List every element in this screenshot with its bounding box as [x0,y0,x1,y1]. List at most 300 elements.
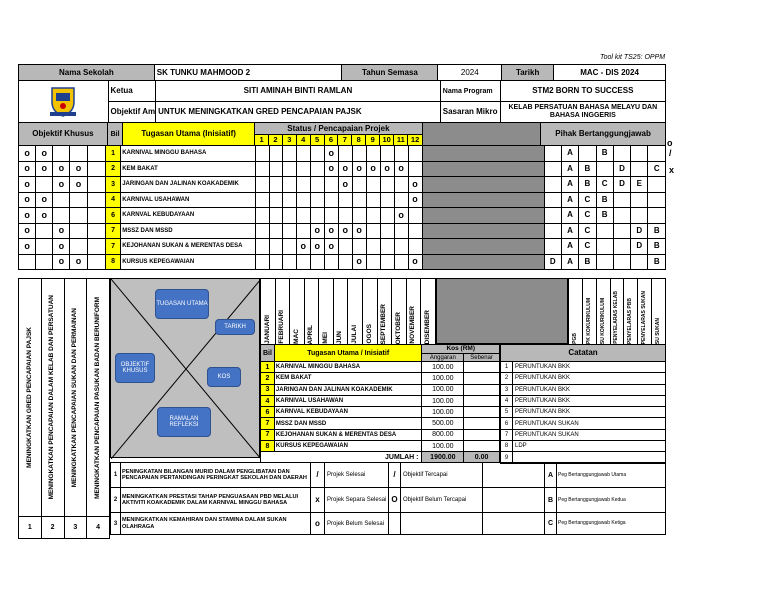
month-status [394,177,408,193]
task-name: KARNVAL KEBUDAYAAN [121,208,256,224]
task-name: KEM BAKAT [121,161,256,177]
pihak-vertical [638,279,652,345]
task-row [19,223,666,239]
bottom-objective-row [111,513,666,535]
month-status [380,192,394,208]
cost-sebenar [464,395,500,406]
cost-bil: 4 [261,395,275,406]
program-label: Nama Program [440,81,500,102]
legend-gap [483,488,545,513]
shaded-cell [422,223,544,239]
cost-name: JARINGAN DAN JALINAN KOAKADEMIK [274,384,422,395]
catatan-row [501,384,666,395]
month-status [324,254,338,270]
month-vertical [363,279,378,345]
month-status [256,239,270,255]
month-status [283,254,297,270]
legend-text: Objektif Belum Tercapai [401,488,483,513]
month-vertical [392,279,407,345]
pihak-cell [544,223,561,239]
legend-text: Projek Belum Selesai [325,513,389,535]
month-status [408,146,422,162]
legend-text: Projek Selesai [325,463,389,488]
bil-header: Bil [107,123,122,146]
objective-mark [19,254,36,270]
vertical-objective [19,279,42,517]
catatan-number: 9 [501,452,513,463]
month-status [380,208,394,224]
cost-sebenar [464,441,500,452]
cost-anggaran: 100.00 [422,373,464,384]
diagram-tarikh: TARIKH [215,319,255,335]
month-status [352,177,366,193]
month-status: o [352,254,366,270]
vertical-objective [87,279,110,517]
objective-mark [70,223,87,239]
catatan-text: LDP [513,441,666,452]
task-bil: 4 [106,192,121,208]
status-header: Status / Pencapaian Projek [255,123,423,135]
month-status [366,192,380,208]
month-status: o [394,208,408,224]
pihak-cell [596,223,613,239]
month-status [283,208,297,224]
month-status [408,239,422,255]
pihak-cell: C [648,161,666,177]
anggaran-header: Anggaran [422,354,464,362]
task-bil: 8 [106,254,121,270]
month-vertical [319,279,334,345]
bottom-objective-row [111,488,666,513]
month-vertical [304,279,319,345]
month-status [338,146,352,162]
legend-symbol: o [311,513,325,535]
pihak-cell: B [579,177,596,193]
pihak-cell [613,146,630,162]
catatan-row [501,362,666,373]
month-status [283,223,297,239]
cost-bil-header: Bil [261,345,275,362]
pihak-cell [579,146,596,162]
catatan-text: PERUNTUKAN BKK [513,395,666,406]
cost-anggaran: 100.00 [422,384,464,395]
objective-mark [36,254,53,270]
cost-sebenar [464,429,500,440]
month-status [283,177,297,193]
objective-mark: o [53,161,70,177]
month-status: o [338,161,352,177]
pihak-header: Pihak Bertanggungjawab [541,123,666,146]
month-vertical [290,279,305,345]
cost-bil: 7 [261,429,275,440]
pihak-cell: B [648,223,666,239]
month-status: o [408,177,422,193]
task-row [19,146,666,162]
objective-mark [87,146,106,162]
month-number-4: 4 [296,135,310,146]
month-status [366,239,380,255]
month-status: o [366,161,380,177]
month-status [296,161,310,177]
pihak-cell: A [561,254,578,270]
task-bil: 7 [106,239,121,255]
objective-mark [53,208,70,224]
vertical-number: 1 [19,517,42,539]
month-status [269,177,283,193]
legend-gap [483,513,545,535]
pihak-cell: A [561,146,578,162]
pihak-vertical [624,279,638,345]
month-status [256,223,270,239]
objective-mark [36,177,53,193]
month-status [366,146,380,162]
task-bil: 3 [106,177,121,193]
side-mark: x [669,164,675,175]
month-status [352,239,366,255]
month-name: FEBRUARI [278,310,286,344]
pihak-cell: A [561,223,578,239]
task-name: JARINGAN DAN JALINAN KOAKADEMIK [121,177,256,193]
catatan-row [501,429,666,440]
month-status [283,161,297,177]
catatan-text: PERUNTUKAN BKK [513,362,666,373]
task-row [19,239,666,255]
cost-name: KARNIVAL MINGGU BAHASA [274,362,422,373]
objective-mark: o [19,192,36,208]
cost-name: KARNIVAL USAHAWAN [274,395,422,406]
task-row [19,161,666,177]
objective-mark [87,177,106,193]
task-bil: 1 [106,146,121,162]
objective-mark: o [19,239,36,255]
shaded-cell [422,239,544,255]
month-status [408,223,422,239]
cost-row [261,418,500,429]
month-status [366,177,380,193]
pihak-cell: C [596,177,613,193]
legend-symbol: / [311,463,325,488]
month-status [256,208,270,224]
month-status: o [408,192,422,208]
objective-mark [70,192,87,208]
pihak-cell [631,161,648,177]
objective-mark [70,239,87,255]
cost-row [261,373,500,384]
month-status [269,254,283,270]
pihak-cell [596,161,613,177]
jumlah-label: JUMLAH : [261,452,422,463]
objective-mark: o [53,239,70,255]
month-status: o [324,161,338,177]
month-status: o [352,161,366,177]
pihak-cell: D [544,254,561,270]
month-status [310,254,324,270]
bottom-table [110,462,666,535]
legend-symbol: / [389,463,401,488]
month-number-11: 11 [394,135,408,146]
month-vertical [275,279,290,345]
month-vertical [348,279,363,345]
month-status [394,146,408,162]
month-status [366,223,380,239]
month-vertical [406,279,421,345]
pihak-cell [544,239,561,255]
month-status [380,177,394,193]
leader-label: Ketua [108,81,156,102]
catatan-text: PERUNTUKAN BKK [513,407,666,418]
cost-name: KEJOHANAN SUKAN & MERENTAS DESA [274,429,422,440]
pihak-role: SU SUKAN [655,317,662,344]
pihak-key-text: Peg Bertanggungjawab Kedua [557,488,666,513]
month-status [324,208,338,224]
pihak-cell [613,254,630,270]
month-number-8: 8 [352,135,366,146]
pihak-cell: A [561,208,578,224]
date-label: Tarikh [502,65,554,81]
pihak-cell: B [596,146,613,162]
cost-row [261,362,500,373]
pihak-vertical [610,279,624,345]
month-vertical-table [260,278,436,345]
cost-row [261,429,500,440]
cost-row [261,395,500,406]
objective-label: Objektif Am [108,102,156,123]
month-status [296,208,310,224]
pihak-cell: E [631,177,648,193]
bottom-objective-number: 2 [111,488,121,513]
pihak-role: PENYELARAS KELAB [613,291,620,344]
jumlah-sebenar: 0.00 [464,452,500,463]
year-value: 2024 [438,65,502,81]
month-status [408,161,422,177]
objective-mark: o [70,161,87,177]
task-name: KARNIVAL USAHAWAN [121,192,256,208]
month-number-9: 9 [366,135,380,146]
vertical-objective [41,279,64,517]
month-status [310,192,324,208]
vertical-number: 4 [87,517,110,539]
pihak-key: B [545,488,557,513]
pihak-vertical-table [568,278,666,345]
month-status [269,208,283,224]
shade-block [436,278,568,344]
month-number-1: 1 [255,135,269,146]
month-status: o [338,223,352,239]
month-status [283,146,297,162]
objective-mark [36,223,53,239]
month-name: MAC [292,329,300,344]
task-row [19,208,666,224]
month-status [283,192,297,208]
cost-anggaran: 100.00 [422,441,464,452]
cost-bil: 6 [261,407,275,418]
cost-row [261,441,500,452]
toolkit-label: Tool kit TS25: OPPM [600,54,666,61]
objective-mark [87,161,106,177]
task-name: KEJOHANAN SUKAN & MERENTAS DESA [121,239,256,255]
tugasan-header: Tugasan Utama (Inisiatif) [123,123,255,146]
catatan-text: PERUNTUKAN BKK [513,373,666,384]
target-value: KELAB PERSATUAN BAHASA MELAYU DAN BAHASA INGGERIS [500,102,665,123]
objective-vertical-table [18,278,110,539]
month-status: o [394,161,408,177]
cost-anggaran: 100.00 [422,395,464,406]
pihak-cell: C [579,239,596,255]
pihak-key: C [545,513,557,535]
program-value: STM2 BORN TO SUCCESS [500,81,665,102]
objective-mark: o [36,146,53,162]
month-name: JANUARI [263,315,271,344]
cost-bil: 1 [261,362,275,373]
month-status [352,208,366,224]
shaded-cell [422,254,544,270]
pihak-cell [613,192,630,208]
task-bil: 2 [106,161,121,177]
task-table [18,145,666,270]
pihak-cell: B [596,192,613,208]
pihak-cell: B [579,161,596,177]
legend-gap [483,463,545,488]
target-label: Sasaran Mikro [440,102,500,123]
pihak-cell: C [579,208,596,224]
cost-anggaran: 100.00 [422,407,464,418]
month-name: OKTOBER [394,311,402,344]
catatan-header: Catatan [501,345,666,362]
bottom-objective-number: 1 [111,463,121,488]
cost-bil: 2 [261,373,275,384]
catatan-number: 7 [501,429,513,440]
kos-header: Kos (RM) [422,345,500,354]
objective-mark: o [53,177,70,193]
legend-text: Projek Separa Selesai [325,488,389,513]
month-status [324,192,338,208]
month-number-2: 2 [268,135,282,146]
month-status [269,239,283,255]
school-label: Nama Sekolah [19,65,155,81]
task-row [19,192,666,208]
legend-symbol: O [389,488,401,513]
oppm-diagram [110,278,260,458]
month-status [296,146,310,162]
catatan-table [500,344,666,464]
school-logo [19,81,109,123]
year-label: Tahun Semasa [342,65,438,81]
cost-table [260,344,500,463]
objective-mark: o [70,254,87,270]
legend-empty [389,513,401,535]
cost-sebenar [464,373,500,384]
vertical-objective-text: MENINGKATKAN PENCAPAIAN PASUKAN BADAN BERUNIFORM [93,296,101,499]
cost-sebenar [464,407,500,418]
diagram-ramalan: RAMALAN REFLEKSI [157,407,211,437]
month-status [256,177,270,193]
month-status: o [324,239,338,255]
month-status [310,177,324,193]
header-table [18,64,666,81]
catatan-row [501,441,666,452]
month-status: o [310,223,324,239]
objektif-khusus-header: Objektif Khusus [19,123,108,146]
month-status: o [380,161,394,177]
leader-value: SITI AMINAH BINTI RAMLAN [156,81,441,102]
pihak-cell: D [631,239,648,255]
pihak-cell [596,239,613,255]
pihak-vertical [596,279,610,345]
month-status [269,192,283,208]
pihak-cell [613,208,630,224]
diagram-kos: KOS [207,367,241,387]
objective-mark [87,208,106,224]
objective-mark [53,146,70,162]
month-number-7: 7 [338,135,352,146]
pihak-cell [544,177,561,193]
catatan-row [501,407,666,418]
objective-mark [36,239,53,255]
objective-mark: o [53,223,70,239]
cost-name: MSSZ DAN MSSD [274,418,422,429]
task-bil: 7 [106,223,121,239]
month-status [394,192,408,208]
matrix-header [18,122,666,146]
month-status: o [324,223,338,239]
catatan-number: 1 [501,362,513,373]
month-name: JUN [336,330,344,344]
month-status [283,239,297,255]
vertical-number: 2 [41,517,64,539]
catatan-text: PERUNTUKAN SUKAN [513,429,666,440]
objective-mark [87,192,106,208]
pihak-key-text: Peg Bertanggungjawab Ketiga [557,513,666,535]
month-name: SEPTEMBER [380,303,388,344]
objective-mark: o [19,208,36,224]
month-status: o [338,177,352,193]
pihak-cell [596,254,613,270]
cost-tugasan-header: Tugasan Utama / Inisiatif [274,345,422,362]
month-status [366,208,380,224]
vertical-objective-text: MENINGKATKAN PENCAPAIAN DALAM KELAB DAN PERSATUAN [48,295,56,500]
cost-name: KEM BAKAT [274,373,422,384]
objective-mark [70,208,87,224]
pihak-cell: D [613,177,630,193]
objective-mark: o [19,177,36,193]
pihak-role: PGB [571,333,578,344]
pihak-vertical [582,279,596,345]
vertical-number: 3 [64,517,87,539]
pihak-role: PENYELARAS PBB [627,297,634,344]
pihak-cell [631,254,648,270]
objective-mark: o [36,208,53,224]
catatan-row [501,373,666,384]
pihak-cell: B [648,239,666,255]
pihak-cell: A [561,192,578,208]
month-name: APRIL [307,324,315,344]
month-status [310,161,324,177]
pihak-key-text: Peg Bertanggungjawab Utama [557,463,666,488]
month-status [256,146,270,162]
shaded-cell [422,192,544,208]
month-status [352,146,366,162]
shaded-cell [422,146,544,162]
catatan-text: PERUNTUKAN BKK [513,384,666,395]
month-status [296,254,310,270]
month-status [380,239,394,255]
month-status [338,208,352,224]
task-bil: 6 [106,208,121,224]
month-status [394,239,408,255]
month-status [394,254,408,270]
cost-anggaran: 100.00 [422,362,464,373]
month-status [408,208,422,224]
